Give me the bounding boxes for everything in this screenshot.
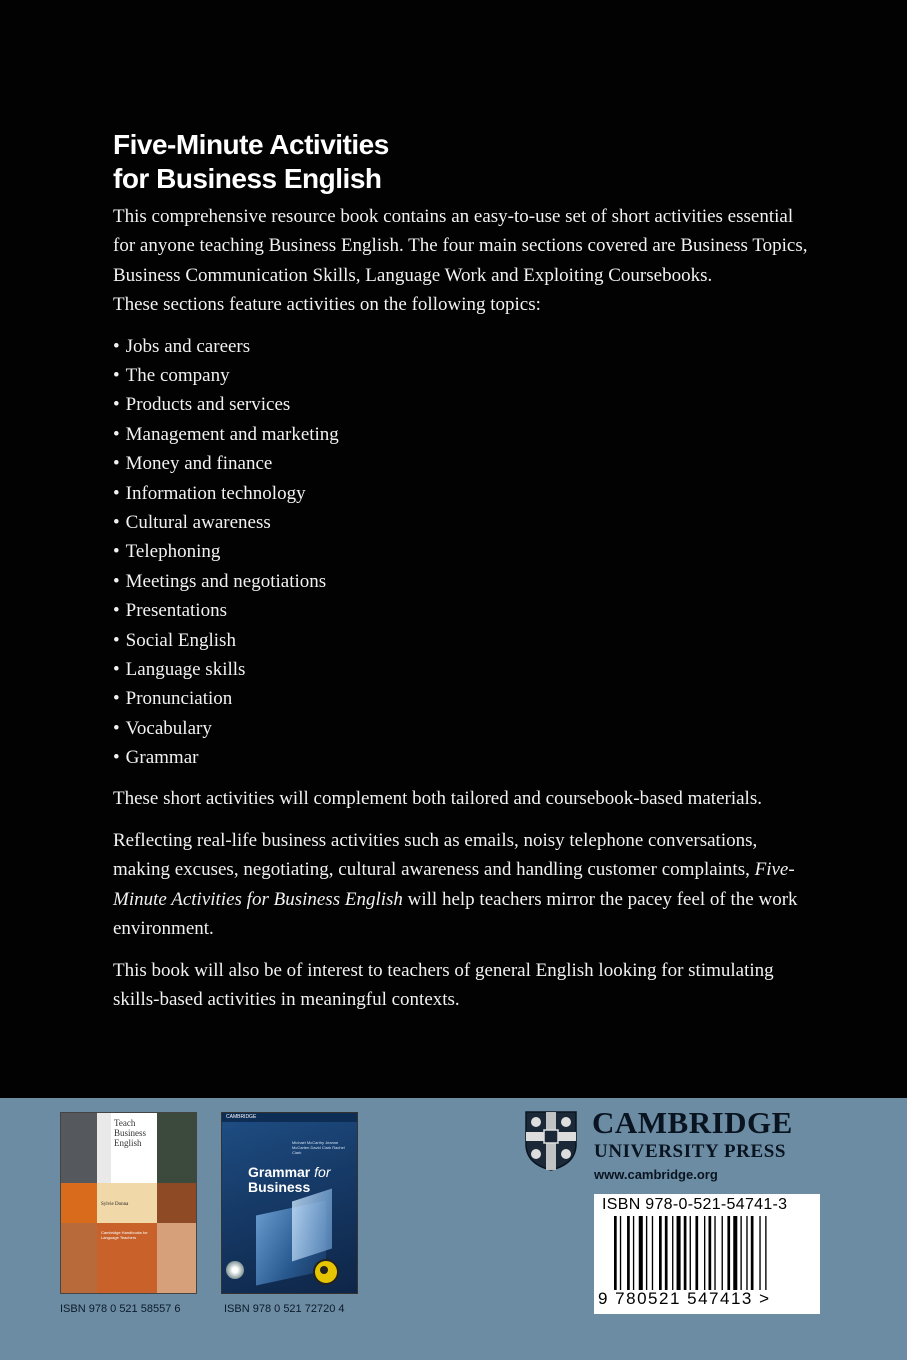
barcode-bars: [614, 1216, 814, 1290]
intro-paragraph: This comprehensive resource book contains an easy-to-use set of short activities essential for anyone teaching Business English. The four main sections covered are Business Topics, Business Communication Skills, Language Work and Exploiting Coursebooks.: [113, 206, 808, 286]
barcode-isbn: ISBN 978-0-521-54741-3: [602, 1196, 788, 1213]
building-image: [292, 1189, 332, 1262]
list-item: • Meetings and negotiations: [113, 567, 813, 596]
publisher-website[interactable]: www.cambridge.org: [594, 1167, 718, 1182]
list-item: • Grammar: [113, 743, 813, 772]
related-book-brand: CAMBRIDGE: [226, 1114, 257, 1120]
related-book-isbn: ISBN 978 0 521 72720 4: [224, 1303, 345, 1315]
list-item: • Language skills: [113, 655, 813, 684]
book-title: [113, 128, 389, 196]
list-item: • Telephoning: [113, 537, 813, 566]
related-book-series: Cambridge Handbooks for Language Teachers: [101, 1230, 148, 1240]
related-book-isbn: ISBN 978 0 521 58557 6: [60, 1303, 181, 1315]
related-book-teach-business-english: [60, 1112, 197, 1294]
isbn-barcode: [594, 1194, 820, 1314]
book-title-italic: Five-Minute Activities for Business English: [113, 859, 795, 910]
blurb: [113, 202, 813, 1014]
list-item: • Money and finance: [113, 449, 813, 478]
reflecting-text: Reflecting real-life business activities such as emails, noisy telephone conversations, making excuses, negotiating, cultural awareness and handling customer complaints,: [113, 829, 758, 881]
reflecting-text-end: will help teachers mirror the pacey feel of the work environment.: [113, 888, 798, 940]
related-book-title: Grammar for Business: [248, 1164, 331, 1195]
list-item: • Jobs and careers: [113, 332, 813, 361]
barcode-digits: 9 780521 547413 >: [598, 1289, 771, 1308]
book-title-line2: for Business English: [113, 163, 382, 194]
list-item: • Presentations: [113, 596, 813, 625]
related-book-title: Teach Business English: [114, 1118, 147, 1148]
topics-lead: These sections feature activities on the following topics:: [113, 294, 541, 316]
reflecting-paragraph: [113, 826, 813, 944]
list-item: • Social English: [113, 626, 813, 655]
related-book-grammar-for-business: [221, 1112, 358, 1294]
list-item: • Vocabulary: [113, 714, 813, 743]
related-book-authors: Michael McCarthy Jeanne McCarten David Clark Rachel Clark: [292, 1140, 345, 1155]
publisher-name: CAMBRIDGE: [592, 1105, 793, 1140]
list-item: • Pronunciation: [113, 684, 813, 713]
list-item: • Management and marketing: [113, 420, 813, 449]
interest-paragraph: This book will also be of interest to teachers of general English looking for stimulating skills-based activities in meaningful contexts.: [113, 959, 774, 1010]
complement-paragraph: These short activities will complement both tailored and coursebook-based materials.: [113, 788, 762, 810]
related-book-author: Sylvie Donna: [101, 1202, 129, 1207]
list-item: • Cultural awareness: [113, 508, 813, 537]
list-item: • Products and services: [113, 390, 813, 419]
book-title-line1: Five-Minute Activities: [113, 129, 389, 160]
list-item: • The company: [113, 361, 813, 390]
list-item: • Information technology: [113, 479, 813, 508]
topics-list: [113, 332, 813, 773]
publisher-subtitle: UNIVERSITY PRESS: [594, 1141, 787, 1162]
cd-icon: [226, 1261, 244, 1279]
cambridge-crest-icon: [522, 1108, 580, 1172]
